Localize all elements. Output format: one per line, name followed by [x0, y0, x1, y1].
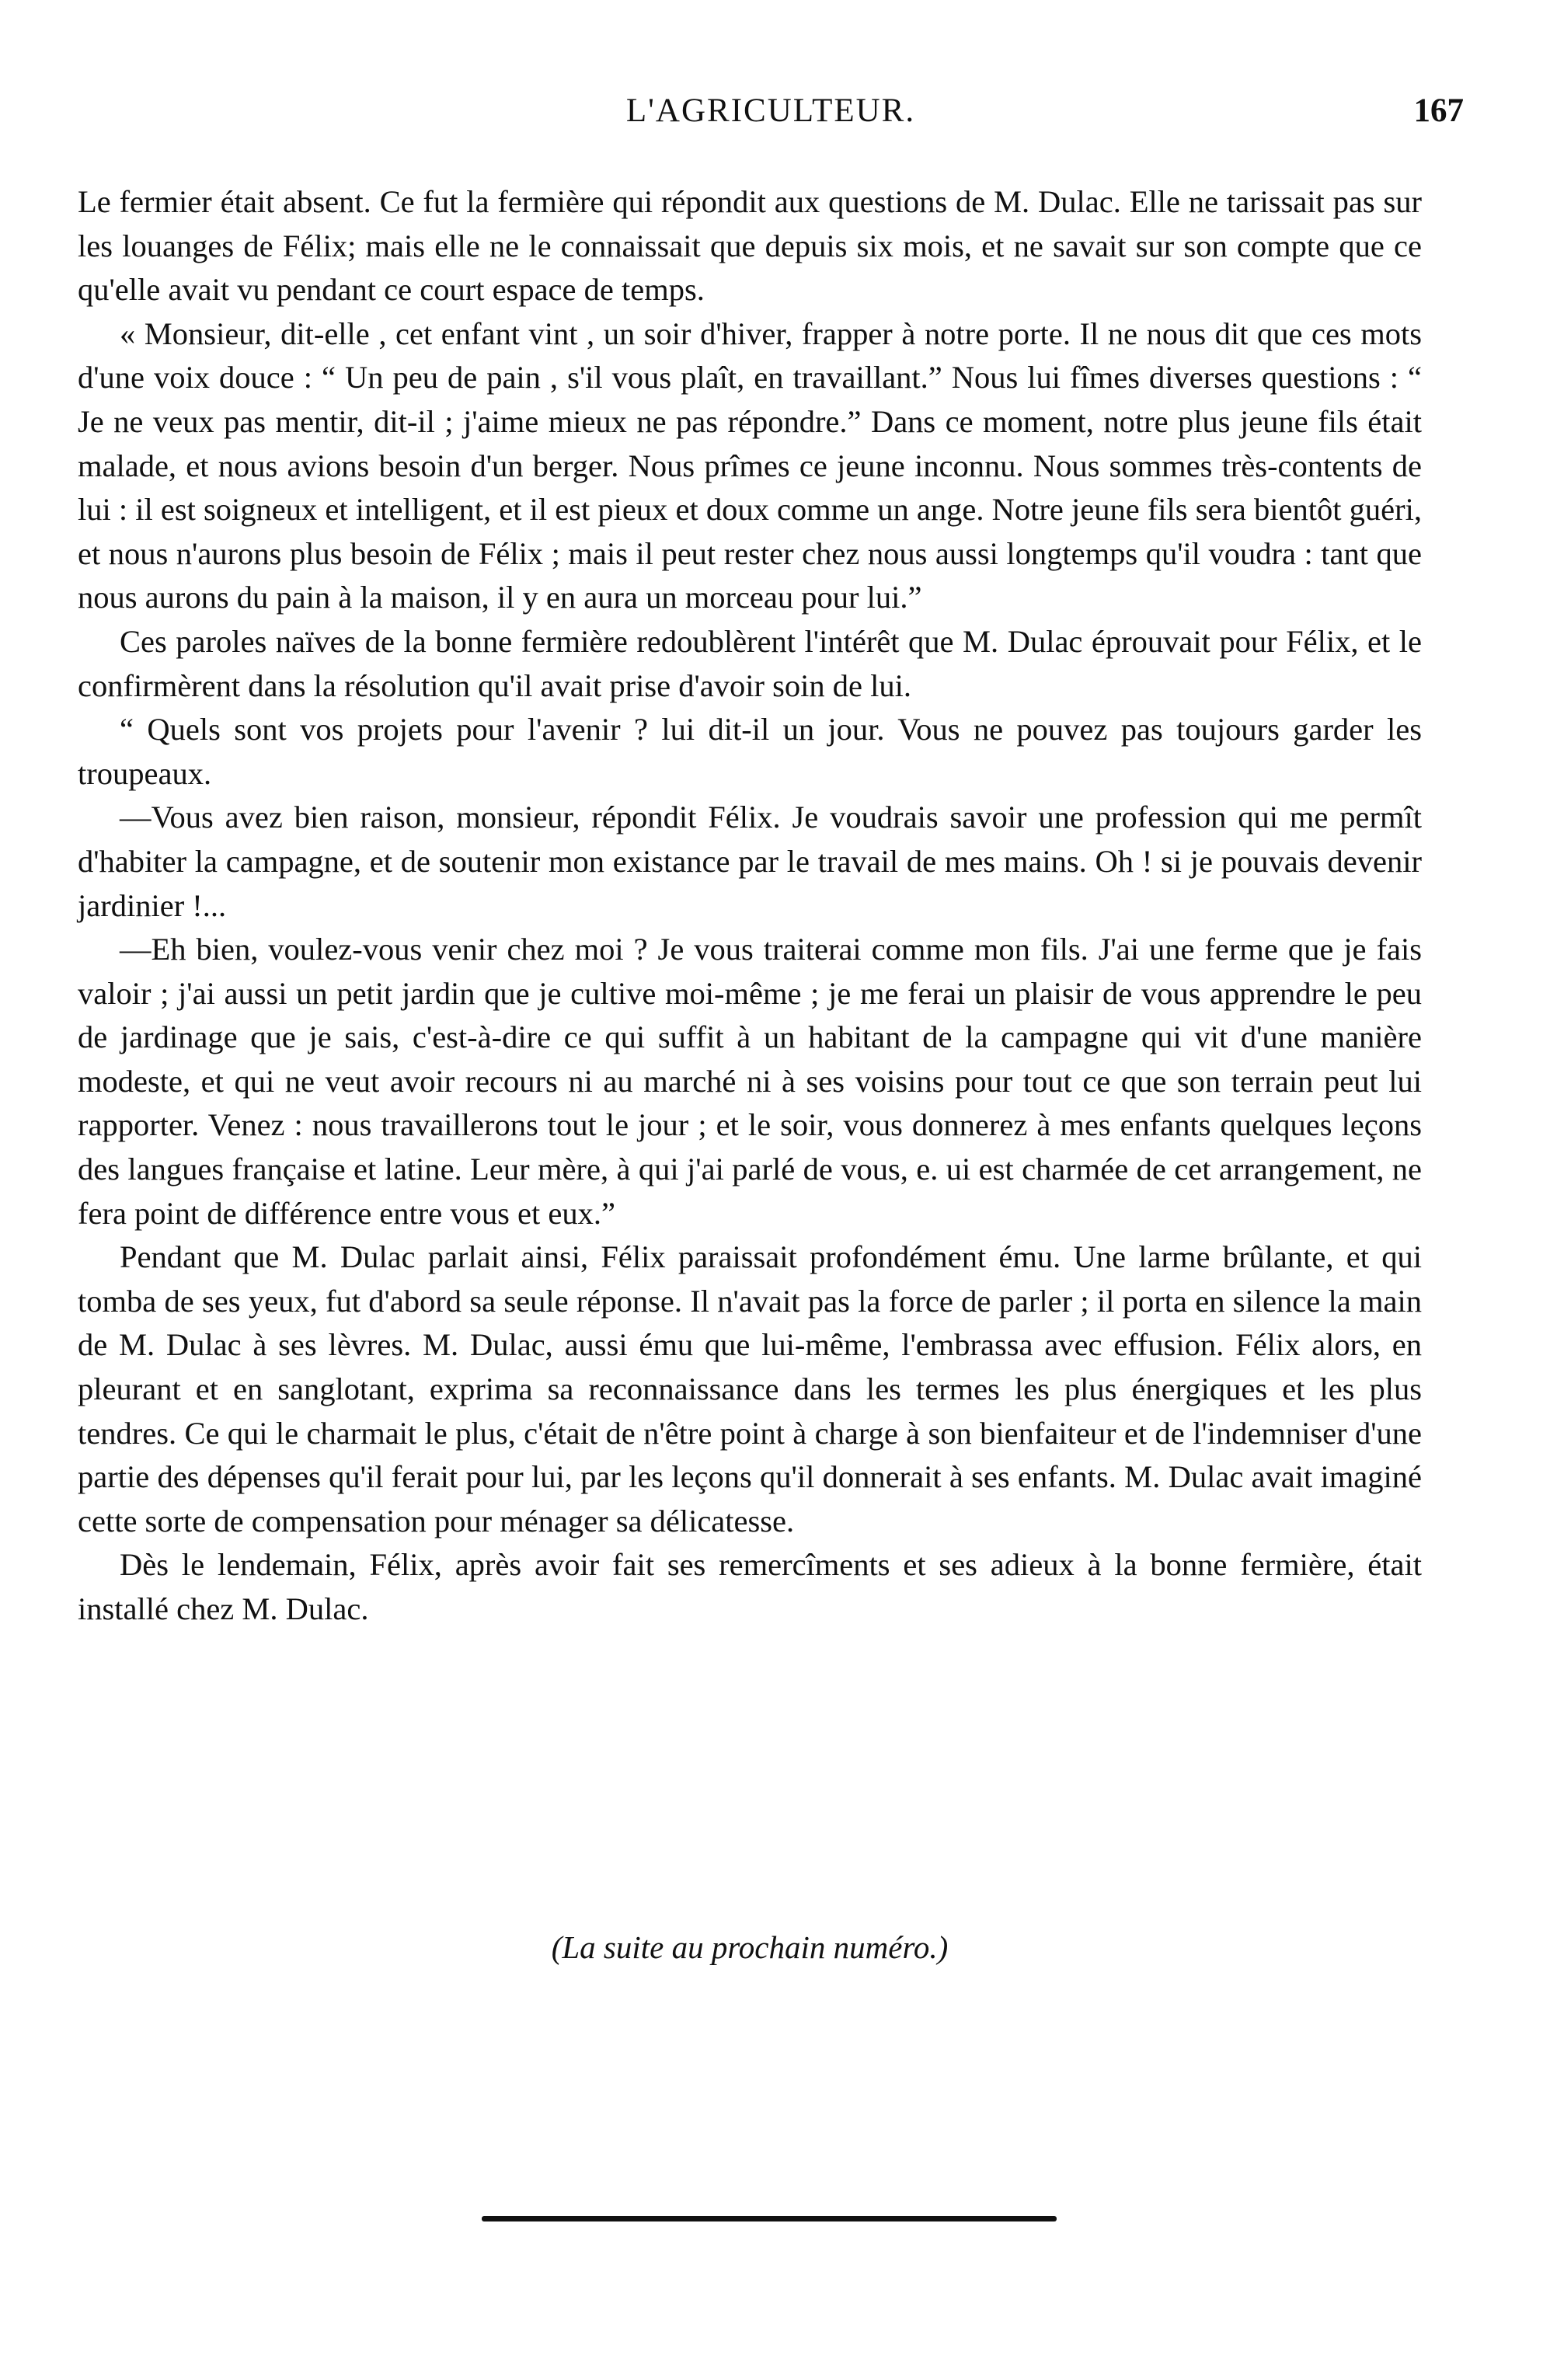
continuation-note: (La suite au prochain numéro.) — [551, 1929, 949, 1965]
page-number: 167 — [1413, 92, 1464, 129]
paragraph: Ces paroles naïves de la bonne fermière redoublèrent l'intérêt que M. Dulac éprouvait pour Félix, et le confirmèrent dans la résolution qu'il avait prise d'avoir soin de lui. — [78, 623, 1422, 703]
paragraph: Pendant que M. Dulac parlait ainsi, Félix paraissait profondément ému. Une larme brûlante, et qui tomba de ses yeux, fut d'abord sa seule réponse. Il n'avait pas la force de parler ; il porta en silence la main de M. Dulac à ses lèvres. M. Dulac, aussi ému que lui-même, l'embrassa avec effusion. Félix alors, en pleurant et en sanglotant, exprima sa reconnaissance dans les termes les plus énergiques et les plus tendres. Ce qui le charmait le plus, c'était de n'être point à charge à son bienfaiteur et de l'indemniser d'une partie des dépenses qu'il ferait pour lui, par les leçons qu'il donnerait à ses enfants. M. Dulac avait imaginé cette sorte de compensation pour ménager sa délicatesse. — [78, 1239, 1422, 1538]
paragraph: —Eh bien, voulez-vous venir chez moi ? Je vous traiterai comme mon fils. J'ai une ferme que je fais valoir ; j'ai aussi un petit jardin que je cultive moi-même ; je me ferai un plaisir de vous apprendre le peu de jardinage que je sais, c'est-à-dire ce qui suffit à un habitant de la campagne qui vit d'une manière modeste, et qui ne veut avoir recours ni au marché ni à ses voisins pour tout ce que son terrain peut lui rapporter. Venez : nous travaillerons tout le jour ; et le soir, vous donnerez à mes enfants quelques leçons des langues française et latine. Leur mère, à qui j'ai parlé de vous, e. ui est charmée de cet arrangement, ne fera point de différence entre vous et eux.” — [78, 932, 1422, 1231]
paragraph: « Monsieur, dit-elle , cet enfant vint , un soir d'hiver, frapper à notre porte. Il ne nous dit que ces mots d'une voix douce : “ Un peu de pain , s'il vous plaît, en travaillant.” Nous lui fîmes diverses questions : “ Je ne veux pas mentir, dit-il ; j'aime mieux ne pas répondre.” Dans ce moment, notre plus jeune fils était malade, et nous avions besoin d'un berger. Nous prîmes ce jeune inconnu. Nous sommes très-contents de lui : il est soigneux et intelligent, et il est pieux et doux comme un ange. Notre jeune fils sera bientôt guéri, et nous n'aurons plus besoin de Félix ; mais il peut rester chez nous aussi longtemps qu'il voudra : tant que nous aurons du pain à la maison, il y en aura un morceau pour lui.” — [78, 315, 1422, 615]
running-head — [78, 92, 1464, 138]
end-rule — [482, 2216, 1057, 2221]
body-text — [78, 180, 1422, 1632]
paragraph: Dès le lendemain, Félix, après avoir fait ses remercîments et ses adieux à la bonne fermière, était installé chez M. Dulac. — [78, 1547, 1422, 1626]
running-title: L'AGRICULTEUR. — [625, 92, 916, 129]
paragraph: “ Quels sont vos projets pour l'avenir ? lui dit-il un jour. Vous ne pouvez pas toujours garder les troupeaux. — [78, 712, 1422, 791]
paragraph: Le fermier était absent. Ce fut la fermière qui répondit aux questions de M. Dulac. Elle ne tarissait pas sur les louanges de Félix; mais elle ne le connaissait que depuis six mois, et ne savait sur son compte que ce qu'elle avait vu pendant ce court espace de temps. — [78, 184, 1422, 308]
paragraph: —Vous avez bien raison, monsieur, répondit Félix. Je voudrais savoir une profession qui me permît d'habiter la campagne, et de soutenir mon existance par le travail de mes mains. Oh ! si je pouvais devenir jardinier !... — [78, 800, 1422, 923]
